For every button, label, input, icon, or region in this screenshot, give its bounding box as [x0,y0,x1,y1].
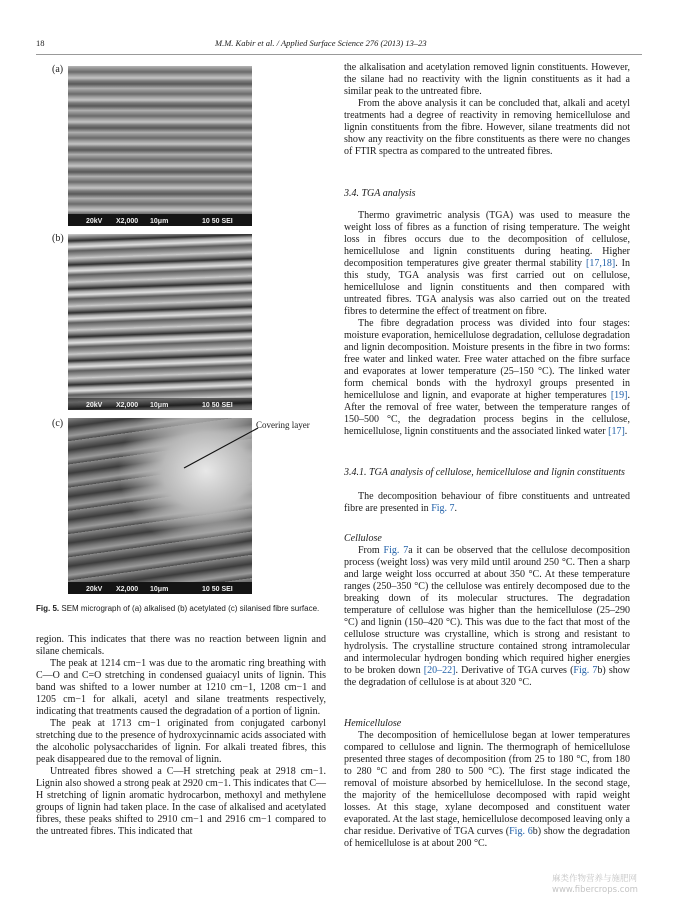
ref-19-link[interactable]: [19] [610,390,628,401]
hemicellulose-heading: Hemicellulose [344,718,402,729]
fig7b-link[interactable]: Fig. 7 [573,665,598,676]
page-header [0,38,678,52]
covering-layer-label: Covering layer [256,420,310,430]
right-column-decomp [344,491,630,515]
fig6b-link[interactable]: Fig. 6 [509,826,533,837]
hemi-text-b: b) show the degradation of hemicellulose is at about 200 °C. [344,826,630,849]
right-column-hemicellulose [344,730,630,850]
sem-mag-a: X2,000 [116,218,139,225]
section-heading-3-4-1: 3.4.1. TGA analysis of cellulose, hemicellulose and lignin constituents [344,467,625,478]
header-rule [36,54,642,55]
running-head: M.M. Kabir et al. / Applied Surface Science 276 (2013) 13–23 [215,38,427,48]
tga-paragraph-2 [344,318,630,438]
sem-databar-c [68,582,252,594]
figure-caption [36,604,326,613]
cellulose-paragraph [344,545,630,689]
section-heading-3-4: 3.4. TGA analysis [344,188,416,199]
sem-scale-b: 10μm [150,402,169,409]
sem-kv-c: 20kV [86,586,103,593]
watermark-line-2: www.fibercrops.com [552,885,638,895]
hemi-text-a: The decomposition of hemicellulose began at lower temperatures compared to cellulose and lignin. The thermograph of hemicellulose presented three stages of decomposition (from 25 to 180 °C, from 180 to 280 °C and from 280 to 500 °C). The first stage indicated the removal of moisture absorbed by hemicellulose. In the second stage, the majority of the hemicellulose decomposed with rapid weight losses. At this stage, xylane decomposed and constituent water evaporated. At the last stage, hemicellulose decomposed leaving only a char residue. Derivative of TGA curves ( [344,730,630,837]
sem-mag-b: X2,000 [116,402,139,409]
tga-p2-text-c: . [624,426,628,437]
right-column-tga [344,210,630,438]
sem-id-a: 10 50 SEI [202,218,233,225]
sem-kv-a: 20kV [86,218,103,225]
sem-scale-c: 10μm [150,586,169,593]
right-paragraph-2: From the above analysis it can be concluded that, alkali and acetyl treatments had a degree of reactivity in removing hemicellulose and lignin constituents from the fibre. However, silane treatments did not show any reactivity on the fibre constituents as there were no changes of FTIR spectra as compared to the untreated fibres. [344,98,630,157]
hemicellulose-paragraph [344,730,630,850]
sem-scale-a: 10μm [150,218,169,225]
page-number: 18 [36,38,45,48]
panel-label-b: (b) [52,233,64,244]
sem-kv-b: 20kV [86,402,103,409]
ref-20-22-link[interactable]: [20–22] [423,665,456,676]
panel-label-c: (c) [52,418,64,429]
tga-paragraph-1 [344,210,630,318]
cell-text-d: b) show the degradation of cellulose is at about 320 °C. [344,665,630,688]
cell-text-a: From [358,545,384,556]
watermark [552,874,638,896]
decomp-text-a: The decomposition behaviour of fibre constituents and untreated fibre are presented in [344,491,630,514]
fig7-link[interactable]: Fig. 7 [431,503,455,514]
tga-p1-text-b: . In this study, TGA analysis was first carried out on cellulose, hemicellulose and lignin constituents and then compared with untreated fibres. TGA analysis was also carried out on the treated fibres to determine the effect of treatment on fibre. [344,258,630,317]
cell-text-c: . Derivative of TGA curves ( [455,665,574,676]
sem-id-b: 10 50 SEI [202,402,233,409]
right-column-top [344,62,630,158]
ref-17-link[interactable]: [17] [608,426,625,437]
tga-p1-text-a: Thermo gravimetric analysis (TGA) was used to measure the weight loss of fibres as a function of rising temperature. The weight loss in fibres occurs due to the decomposition of cellulose, hemicellulose and lignin constituents during heating. Higher decomposition temperatures give greater thermal stability [344,210,630,269]
watermark-line-1: 麻类作物营养与施肥网 [552,874,638,884]
sem-mag-c: X2,000 [116,586,139,593]
caption-label: Fig. 5. [36,604,60,613]
sem-image-b [68,234,252,410]
annotation-arrow [180,424,260,474]
ref-17-18-link[interactable]: [17,18] [586,258,616,269]
sem-image-a [68,66,252,226]
sem-databar-a [68,214,252,226]
tga-p2-text-b: . After the removal of free water, between the temperature ranges of 150–500 °C, the degradation process begins in the cellulose, hemicellulose, lignin constituents and the associated linked water [344,390,630,437]
sem-databar-b [68,398,252,410]
right-column-cellulose [344,545,630,689]
sem-id-c: 10 50 SEI [202,586,233,593]
decomp-paragraph [344,491,630,515]
left-paragraph-4: Untreated fibres showed a C—H stretching peak at 2918 cm−1. Lignin also showed a strong peak at 2920 cm−1. This indicates that C—H stretching of lignin aromatic hydrocarbon, methoxyl and methylene groups of lignin had taken place. In the case of alkalised and acetylated fibres, these peaks shifted to 2910 cm−1 and 2916 cm−1 compared to the untreated fibres. This indicated that [36,766,326,837]
right-paragraph-1: the alkalisation and acetylation removed lignin constituents. However, the silane had no reactivity with the lignin constituents as it had a similar peak to the untreated fibre. [344,62,630,97]
panel-label-a: (a) [52,64,64,75]
cell-text-b: a it can be observed that the cellulose decomposition process (weight loss) was very mild until around 250 °C. Then a sharp and large weight loss occurred at about 350 °C. At these temperature ranges (250–350 °C) the cellulose was entirely decomposed due to the breaking down of its molecular structures. The degradation temperature of cellulose was higher than the hemicellulose (25–290 °C) and lignin (150–420 °C). This was due to the fact that most of the cellulose structure was crystalline, which is strong and resistant to hydrolysis. The crystalline structure contained strong intramolecular and intermolecular hydrogen bonding which required higher energies to be broken down [344,545,630,676]
left-paragraph-2: The peak at 1214 cm−1 was due to the aromatic ring breathing with C—O and C=O stretching in condensed guaiacyl units of lignin. This band was shifted to a lower number at 1210 cm−1, 1208 cm−1 and 1205 cm−1 for alkali, acetyl and silane treatments respectively, indicating that treatments caused the degradation of a portion of lignin. [36,658,326,717]
caption-text: SEM micrograph of (a) alkalised (b) acetylated (c) silanised fibre surface. [61,604,320,613]
decomp-text-b: . [454,503,458,514]
cellulose-heading: Cellulose [344,533,382,544]
fig7a-link[interactable]: Fig. 7 [383,545,409,556]
tga-p2-text-a: The fibre degradation process was divided into four stages: moisture evaporation, hemicellulose degradation, cellulose degradation and lignin decomposition. Moisture presents in the fibre in two forms: free water and linked water. Free water attached on the fibre surface and evaporates at lower temperature (25–150 °C). The linked water form chemical bonds with the hydroxyl groups presented in hemicellulose and lignin, and evaporate at higher temperatures [344,318,630,401]
left-paragraph-3: The peak at 1713 cm−1 originated from conjugated carbonyl stretching due to the presence of hydroxycinnamic acids associated with the alcoholic polysaccharides of lignin. For alkali treated fibres, this peak disappeared due to the removal of lignin. [36,718,326,765]
left-column [36,634,326,838]
left-paragraph-1: region. This indicates that there was no reaction between lignin and silane chemicals. [36,634,326,657]
